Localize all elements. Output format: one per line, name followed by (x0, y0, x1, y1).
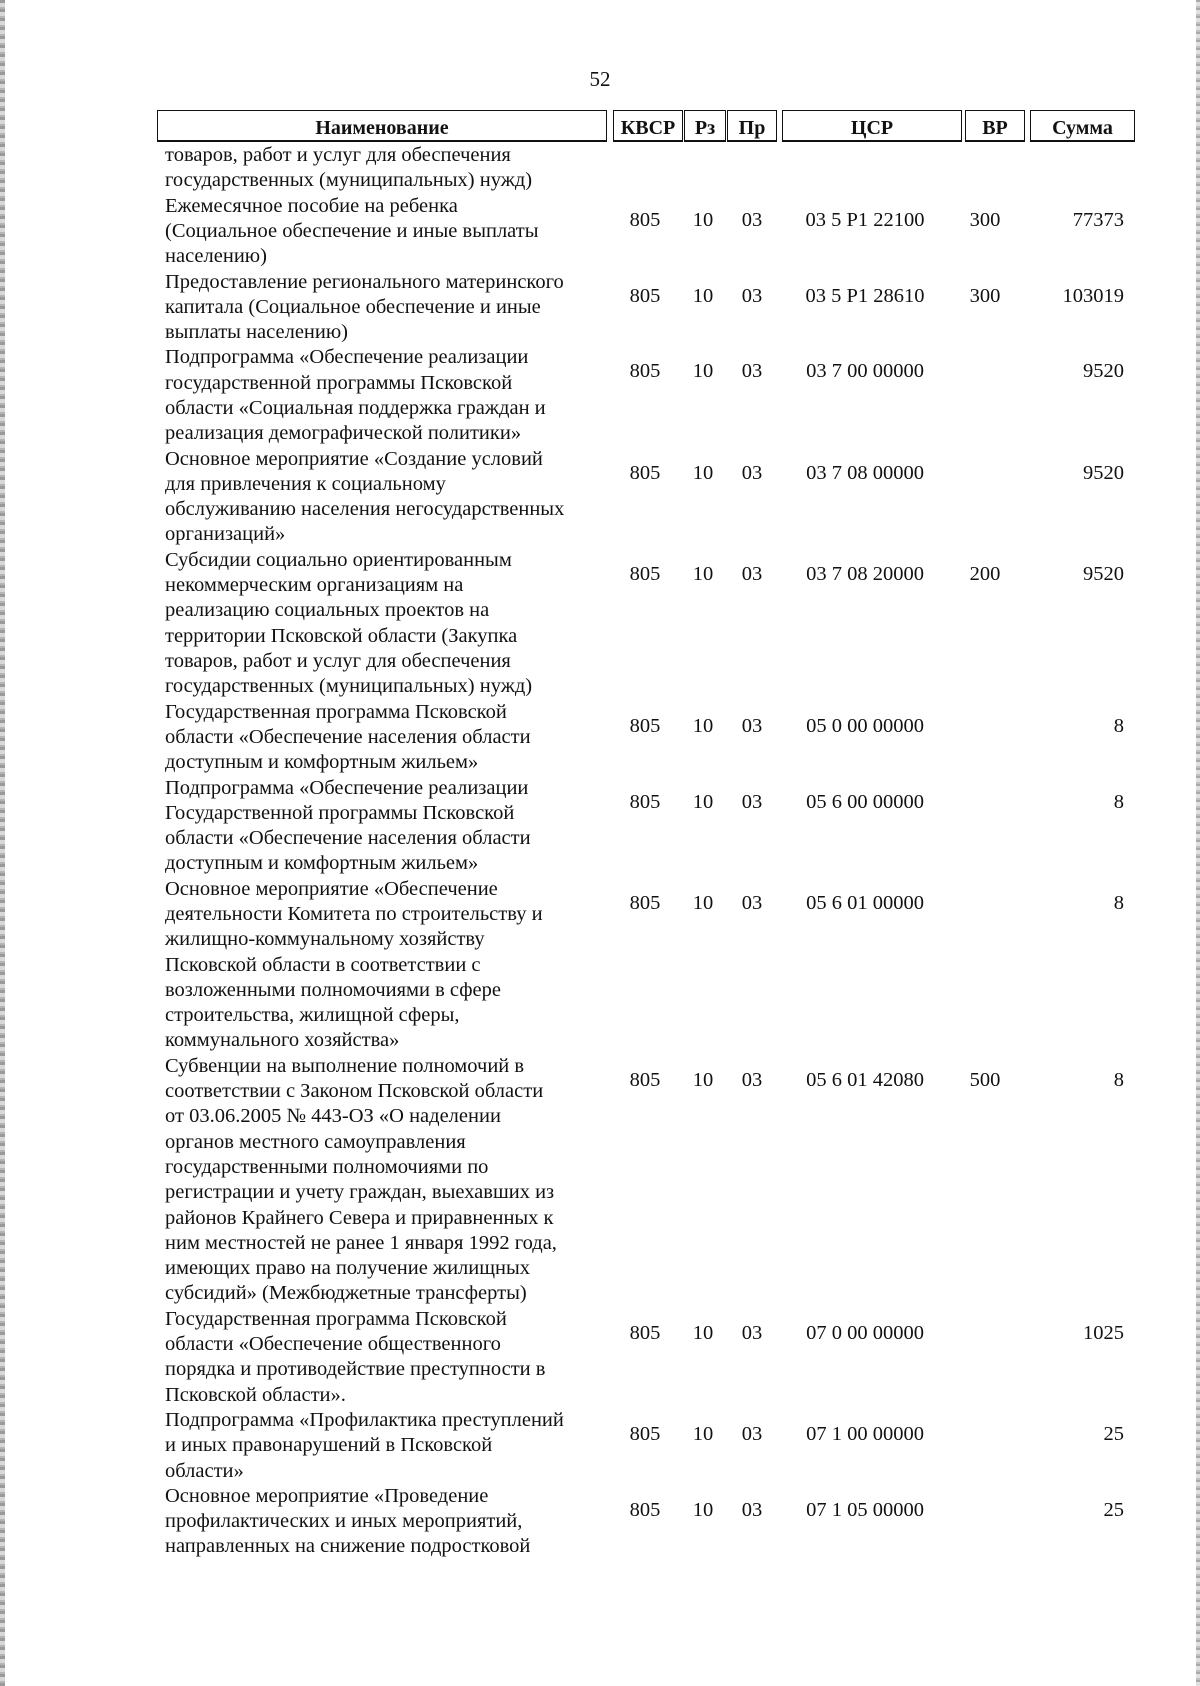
row-name-line: ним местностей не ранее 1 января 1992 года, (165, 1231, 557, 1254)
row-kvsr: 805 (629, 790, 661, 813)
row-csr: 07 1 05 00000 (806, 1498, 924, 1521)
row-name-line: реализацию социальных проектов на (165, 599, 490, 622)
row-pr: 03 (741, 284, 763, 307)
header-csr: ЦСР (782, 110, 962, 142)
header-kvsr: КВСР (613, 110, 683, 142)
row-csr: 03 7 08 20000 (806, 562, 924, 585)
row-name-line: области «Обеспечение населения области (165, 827, 531, 850)
row-name-line: соответствии с Законом Псковской области (165, 1080, 544, 1103)
row-kvsr: 805 (629, 1498, 661, 1521)
row-csr: 07 1 00 00000 (806, 1423, 924, 1445)
row-vr: 300 (969, 284, 1001, 307)
row-csr: 05 6 01 00000 (806, 891, 924, 914)
row-name-line: Подпрограмма «Профилактика преступлений (165, 1409, 564, 1431)
row-name-line: направленных на снижение подростковой (165, 1535, 531, 1558)
row-name (165, 345, 605, 446)
row-name-line: жилищно-коммунальному хозяйству (165, 928, 485, 951)
row-name-line: Государственной программы Псковской (165, 801, 515, 824)
row-sum: 25 (1103, 1423, 1124, 1445)
row-kvsr: 805 (629, 1423, 661, 1445)
row-rz: 10 (692, 1498, 714, 1521)
row-name-line: и иных правонарушений в Псковской (165, 1434, 493, 1457)
row-name-line: (Социальное обеспечение и иные выплаты (165, 219, 539, 242)
row-name-line: населению) (165, 245, 267, 268)
row-name-line: Государственная программа Псковской (165, 1307, 507, 1330)
row-name (165, 1484, 605, 1560)
row-pr: 03 (741, 562, 763, 585)
row-name (165, 1307, 605, 1408)
header-rz: Рз (684, 110, 726, 142)
row-kvsr: 805 (629, 562, 661, 585)
row-name-line: органов местного самоуправления (165, 1130, 466, 1153)
row-name-line: субсидий» (Межбюджетные трансферты) (165, 1282, 527, 1305)
row-rz: 10 (692, 1423, 714, 1445)
row-pr: 03 (741, 1498, 763, 1521)
row-name-line: области «Обеспечение населения области (165, 725, 531, 748)
row-name-line: для привлечения к социальному (165, 472, 446, 495)
row-name-line: Основное мероприятие «Проведение (165, 1484, 489, 1507)
header-name: Наименование (157, 110, 607, 142)
row-pr: 03 (741, 1068, 763, 1091)
row-sum: 9520 (1083, 461, 1124, 484)
row-name-line: Псковской области в соответствии с (165, 953, 481, 976)
row-name-line: профилактических и иных мероприятий, (165, 1510, 523, 1533)
row-csr: 05 6 00 00000 (806, 790, 924, 813)
row-name-line: области» (165, 1459, 244, 1482)
row-sum: 25 (1103, 1498, 1124, 1521)
row-csr: 03 5 P1 22100 (805, 208, 925, 231)
row-pr: 03 (741, 714, 763, 737)
row-kvsr: 805 (629, 360, 661, 383)
row-name (165, 447, 605, 548)
row-name-line: Основное мероприятие «Создание условий (165, 447, 543, 470)
row-name-line: деятельности Комитета по строительству и (165, 902, 543, 925)
row-vr: 300 (969, 208, 1001, 231)
row-name-line: обслуживанию населения негосударственных (165, 498, 565, 521)
row-pr: 03 (741, 461, 763, 484)
row-csr: 03 7 00 00000 (806, 360, 924, 383)
row-vr: 200 (969, 562, 1001, 585)
table-header (157, 110, 1135, 144)
row-sum: 9520 (1083, 562, 1124, 585)
row-name-line: порядка и противодействие преступности в (165, 1358, 546, 1381)
row-pr: 03 (741, 208, 763, 231)
row-name (165, 1408, 605, 1484)
row-kvsr: 805 (629, 891, 661, 914)
row-name (165, 1054, 605, 1307)
row-name-line: выплаты населению) (165, 321, 349, 344)
row-rz: 10 (692, 891, 714, 914)
row-sum: 8 (1113, 714, 1124, 737)
row-name (165, 548, 605, 700)
row-name (165, 877, 605, 1054)
row-kvsr: 805 (629, 284, 661, 307)
row-rz: 10 (692, 714, 714, 737)
row-sum: 8 (1113, 891, 1124, 914)
row-rz: 10 (692, 208, 714, 231)
row-name-line: Субсидии социально ориентированным (165, 548, 512, 571)
row-name-line: государственных (муниципальных) нужд) (165, 169, 533, 192)
row-name-line: организаций» (165, 523, 286, 546)
row-sum: 8 (1113, 790, 1124, 813)
row-rz: 10 (692, 1321, 714, 1344)
row-name-line: строительства, жилищной сферы, (165, 1004, 460, 1027)
row-csr: 05 0 00 00000 (806, 714, 924, 737)
row-name (165, 270, 605, 346)
row-name-line: от 03.06.2005 № 443-ОЗ «О наделении (165, 1105, 501, 1128)
row-name-line: области «Социальная поддержка граждан и (165, 396, 546, 419)
row-name-line: Подпрограмма «Обеспечение реализации (165, 346, 529, 369)
row-rz: 10 (692, 461, 714, 484)
row-sum: 9520 (1083, 360, 1124, 383)
row-name (165, 776, 605, 877)
row-sum: 8 (1113, 1068, 1124, 1091)
row-rz: 10 (692, 790, 714, 813)
row-name-line: доступным и комфортным жильем» (165, 852, 479, 875)
row-kvsr: 805 (629, 1068, 661, 1091)
row-name-line: товаров, работ и услуг для обеспечения (165, 144, 511, 166)
scan-edge-left (0, 0, 5, 1686)
header-sum: Сумма (1030, 110, 1135, 142)
row-rz: 10 (692, 284, 714, 307)
row-sum: 1025 (1083, 1321, 1124, 1344)
row-name-line: Псковской области». (165, 1383, 346, 1406)
row-csr: 07 0 00 00000 (806, 1321, 924, 1344)
row-name-line: Государственная программа Псковской (165, 700, 507, 723)
row-csr: 03 5 P1 28610 (805, 284, 925, 307)
row-name-line: Субвенции на выполнение полномочий в (165, 1054, 525, 1077)
row-name-line: государственных (муниципальных) нужд) (165, 675, 533, 698)
row-name-line: регистрации и учету граждан, выехавших из (165, 1181, 555, 1204)
row-name (165, 700, 605, 776)
row-pr: 03 (741, 1321, 763, 1344)
header-pr: Пр (727, 110, 777, 142)
row-name (165, 194, 605, 270)
row-name-line: государственными полномочиями по (165, 1155, 489, 1178)
row-name-line: Подпрограмма «Обеспечение реализации (165, 776, 529, 799)
row-pr: 03 (741, 790, 763, 813)
row-name-line: товаров, работ и услуг для обеспечения (165, 649, 511, 672)
row-sum: 103019 (1062, 284, 1124, 307)
row-name-line: Основное мероприятие «Обеспечение (165, 877, 498, 900)
row-pr: 03 (741, 891, 763, 914)
row-name-line: капитала (Социальное обеспечение и иные (165, 295, 541, 318)
row-sum: 77373 (1072, 208, 1124, 231)
row-name-line: государственной программы Псковской (165, 371, 513, 394)
row-name-line: территории Псковской области (Закупка (165, 624, 518, 647)
row-rz: 10 (692, 360, 714, 383)
row-name-line: коммунального хозяйства» (165, 1029, 400, 1052)
row-csr: 05 6 01 42080 (806, 1068, 924, 1091)
row-name-line: области «Обеспечение общественного (165, 1333, 501, 1356)
row-name-line: районов Крайнего Севера и приравненных к (165, 1206, 554, 1229)
row-name-line: некоммерческим организациям на (165, 574, 464, 597)
page-number: 52 (589, 67, 611, 91)
row-kvsr: 805 (629, 714, 661, 737)
row-pr: 03 (741, 1423, 763, 1445)
row-csr: 03 7 08 00000 (806, 461, 924, 484)
row-name-line: реализация демографической политики» (165, 422, 522, 445)
row-kvsr: 805 (629, 461, 661, 484)
row-kvsr: 805 (629, 208, 661, 231)
row-vr: 500 (969, 1068, 1001, 1091)
row-name-line: доступным и комфортным жильем» (165, 751, 479, 774)
row-kvsr: 805 (629, 1321, 661, 1344)
row-name-line: Предоставление регионального материнского (165, 270, 564, 293)
row-name-line: возложенными полномочиями в сфере (165, 978, 501, 1001)
row-rz: 10 (692, 1068, 714, 1091)
row-name-line: Ежемесячное пособие на ребенка (165, 194, 458, 217)
header-vr: ВР (965, 110, 1025, 142)
scan-edge-right (1196, 0, 1200, 1686)
row-name-line: имеющих право на получение жилищных (165, 1257, 531, 1280)
row-rz: 10 (692, 562, 714, 585)
row-pr: 03 (741, 360, 763, 383)
row-name (165, 143, 605, 194)
